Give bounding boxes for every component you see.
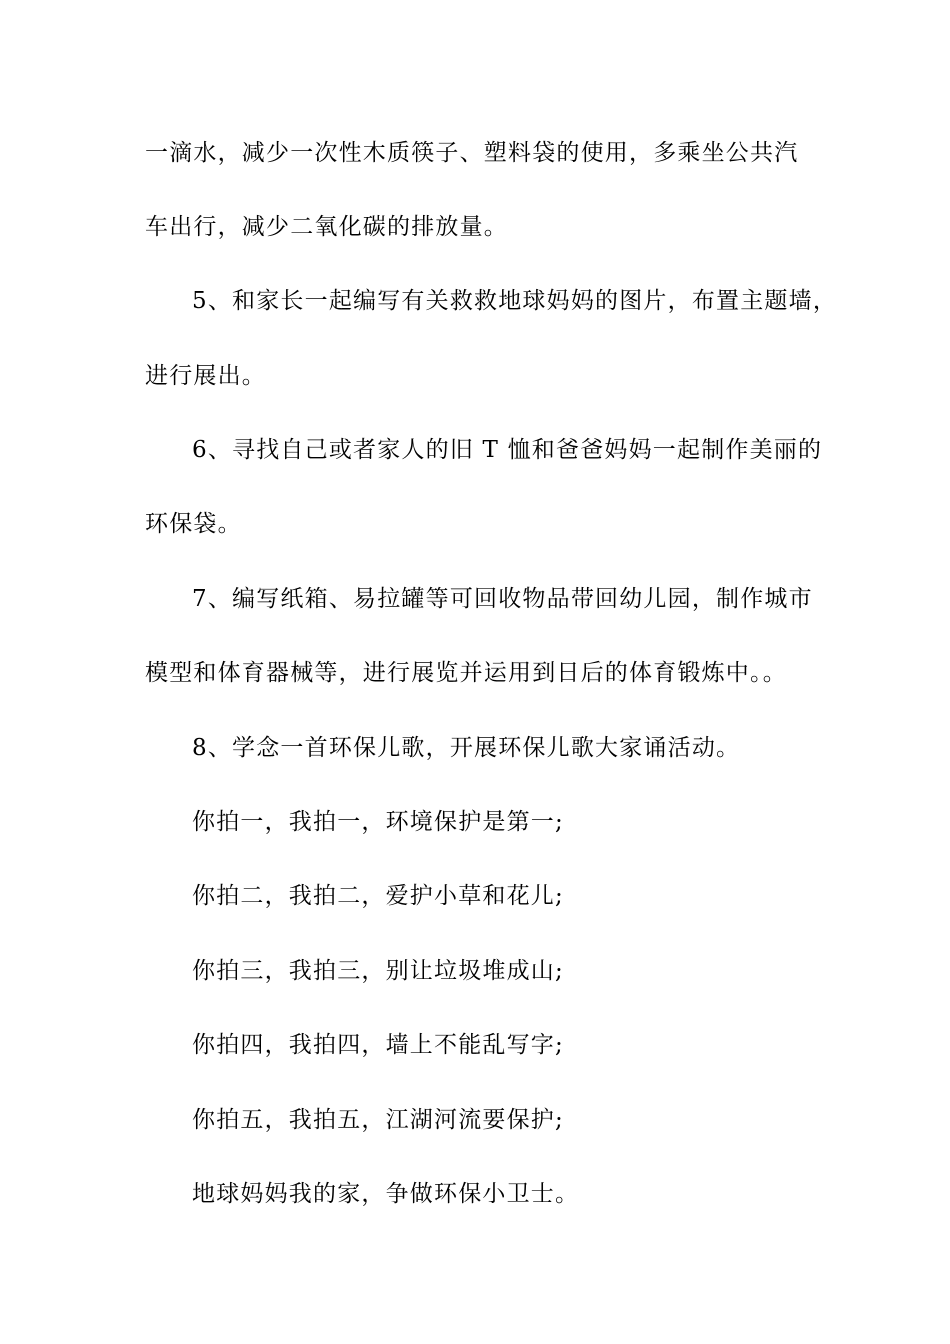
rhyme-line: 地球妈妈我的家，争做环保小卫士。 [192, 1181, 580, 1207]
list-item-5-line: 进行展出。 [145, 363, 266, 389]
rhyme-line: 你拍二，我拍二，爱护小草和花儿; [192, 883, 564, 909]
rhyme-line: 你拍四，我拍四，墙上不能乱写字; [192, 1032, 564, 1058]
rhyme-line: 你拍一，我拍一，环境保护是第一; [192, 809, 564, 835]
list-item-6-line: 环保袋。 [145, 511, 242, 537]
rhyme-line: 你拍三，我拍三，别让垃圾堆成山; [192, 958, 564, 984]
list-item-7-line: 模型和体育器械等，进行展览并运用到日后的体育锻炼中。。 [145, 660, 787, 686]
list-item-8-line: 8、学念一首环保儿歌，开展环保儿歌大家诵活动。 [192, 735, 741, 761]
list-item-5-line: 5、和家长一起编写有关救救地球妈妈的图片，布置主题墙， [192, 288, 838, 314]
paragraph-line: 车出行，减少二氧化碳的排放量。 [145, 214, 508, 240]
list-item-6-line: 6、寻找自己或者家人的旧 T 恤和爸爸妈妈一起制作美丽的 [192, 437, 823, 463]
paragraph-line: 一滴水，减少一次性木质筷子、塑料袋的使用，多乘坐公共汽 [145, 140, 799, 166]
rhyme-line: 你拍五，我拍五，江湖河流要保护; [192, 1107, 564, 1133]
list-item-7-line: 7、编写纸箱、易拉罐等可回收物品带回幼儿园，制作城市 [192, 586, 813, 612]
